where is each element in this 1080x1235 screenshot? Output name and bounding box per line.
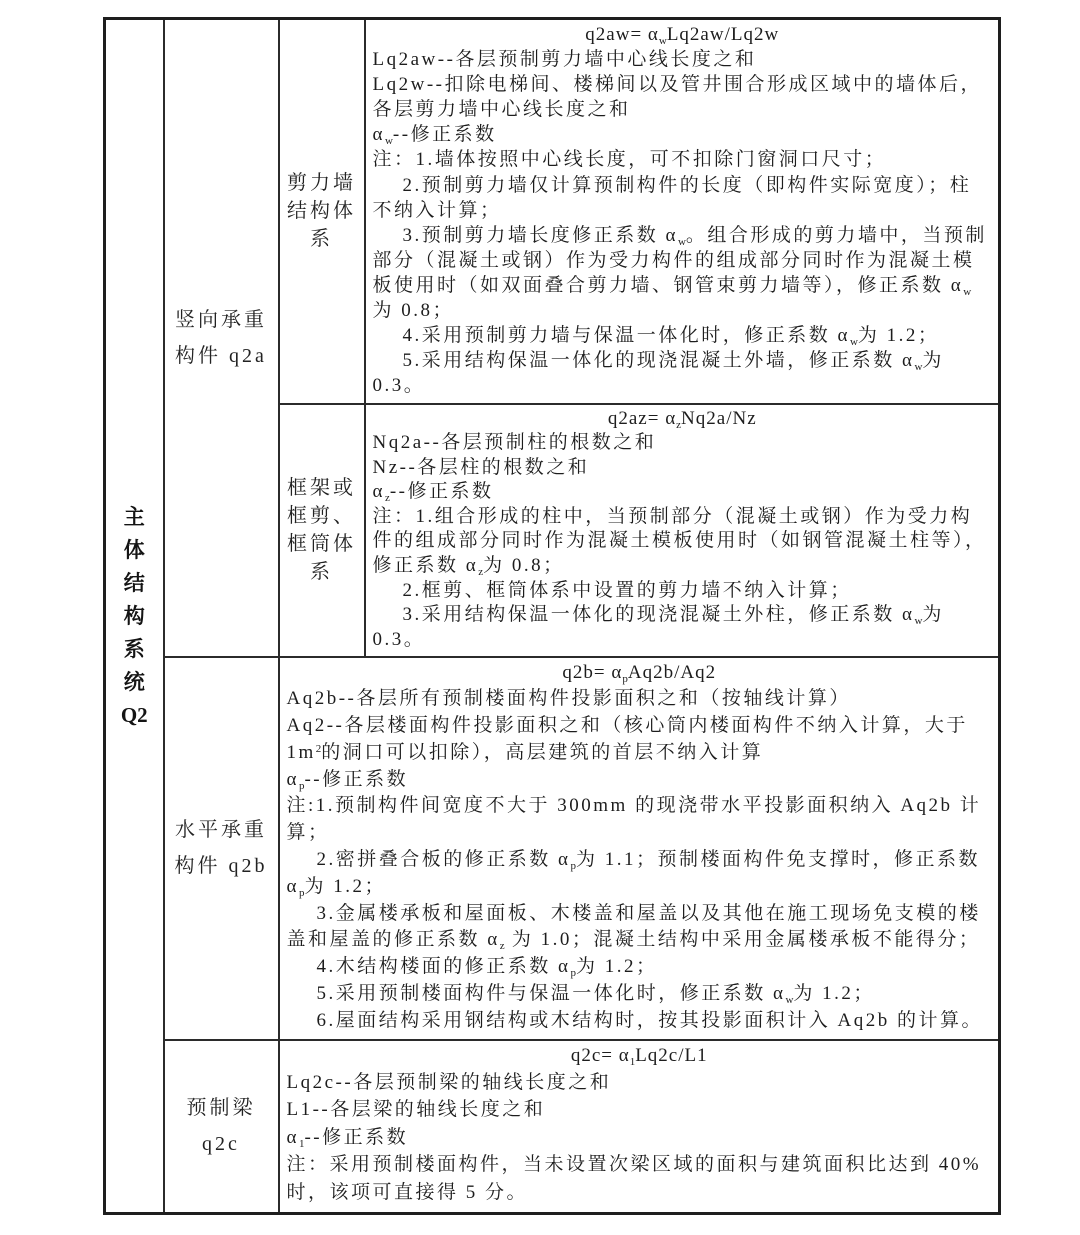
content-line: 4.采用预制剪力墙与保温一体化时，修正系数 $\alpha_w$为 1.2；	[402, 325, 940, 349]
category-char: 主	[123, 504, 145, 529]
content-line: 注：1.组合形成的柱中，当预制部分（混凝土或钢）作为受力构件的组成部分同时作为混凝土模板使用时（如钢管混凝土柱等），修正系数 $\alpha_z$为 0.8；	[372, 505, 987, 579]
cell-horizontal-members-content	[279, 657, 1000, 1040]
content-line: $\alpha_p--$修正系数	[286, 768, 409, 792]
vertical-members-label: 竖向承重构件 q2a	[175, 308, 267, 367]
content-line: Lq2aw--各层预制剪力墙中心线长度之和	[372, 49, 757, 71]
cell-frame-system-content	[365, 404, 1000, 657]
precast-beam-content	[280, 1041, 999, 1210]
content-line: $\alpha_1--$修正系数	[286, 1126, 409, 1150]
cell-horizontal-members-label	[164, 657, 279, 1040]
content-line: 2.密拼叠合板的修正系数 $\alpha_p$为 1.1；预制楼面构件免支撑时，修正系数 $\alpha_p$为 1.2；	[286, 849, 980, 899]
main-system-vertical-label	[106, 501, 163, 732]
category-char: 体	[123, 537, 145, 562]
content-line: 5.采用结构保温一体化的现浇混凝土外墙，修正系数 $\alpha_w$为 0.3。	[372, 350, 944, 397]
cell-shear-wall-label	[279, 19, 365, 404]
category-char: 构	[123, 603, 145, 628]
category-char: Q2	[120, 702, 148, 727]
shear-wall-content	[366, 20, 999, 399]
content-line: 5.采用预制楼面构件与保温一体化时，修正系数 $\alpha_w$为 1.2；	[316, 983, 875, 1007]
content-line: 3.预制剪力墙长度修正系数 $\alpha_w$。组合形成的剪力墙中，当预制部分（混凝土或钢）作为受力构件的组成部分同时作为混凝土模板使用时（如双面叠合剪力墙、钢管束剪力墙等），修正系数 $\alpha_w$为 0.8；	[372, 224, 987, 322]
horizontal-members-label: 水平承重构件 q2b	[174, 819, 268, 877]
formula-line: $q2b= \alpha_pAq2b/Aq2$	[562, 661, 717, 685]
category-char: 系	[123, 636, 145, 661]
formula-line: $q2c= \alpha_1Lq2c/L1$	[570, 1044, 708, 1068]
category-char: 结	[123, 570, 145, 595]
content-line: 注：采用预制楼面构件，当未设置次梁区域的面积与建筑面积比达到 40%时，该项可直接得 5 分。	[286, 1154, 982, 1203]
cell-shear-wall-content	[365, 19, 1000, 404]
category-char: 统	[123, 669, 145, 694]
frame-system-label: 框架或框剪、框筒体系	[287, 477, 356, 583]
cell-frame-system-label	[279, 404, 365, 657]
content-line: 6.屋面结构采用钢结构或木结构时，按其投影面积计入 Aq2b 的计算。	[316, 1009, 983, 1031]
content-line: Aq2--各层楼面构件投影面积之和（核心筒内楼面构件不纳入计算，大于 $1m^2$的洞口可以扣除），高层建筑的首层不纳入计算	[286, 715, 968, 763]
frame-system-content	[366, 405, 999, 654]
shear-wall-system-label: 剪力墙结构体系	[287, 172, 356, 251]
content-line: Lq2w--扣除电梯间、楼梯间以及管井围合形成区域中的墙体后，各层剪力墙中心线长度之和	[372, 74, 982, 121]
cell-precast-beam-label	[164, 1040, 279, 1214]
formula-line: $q2aw= \alpha_wLq2aw/Lq2w$	[585, 24, 780, 47]
content-line: $\alpha_w--$修正系数	[372, 124, 497, 148]
content-line: Nq2a--各层预制柱的根数之和	[372, 432, 657, 454]
formula-line: $q2az= \alpha_zNq2a/Nz$	[607, 407, 757, 431]
content-line: 3.金属楼承板和屋面板、木楼盖和屋盖以及其他在施工现场免支模的楼盖和屋盖的修正系数 $\alpha_z$ 为 1.0；混凝土结构中采用金属楼承板不能得分；	[286, 902, 981, 953]
horizontal-members-content	[280, 658, 999, 1037]
cell-main-system-category	[105, 19, 164, 1214]
content-line: 3.采用结构保温一体化的现浇混凝土外柱，修正系数 $\alpha_w$为 0.3。	[372, 604, 944, 650]
q2-scoring-table	[103, 17, 1001, 1215]
content-line: 4.木结构楼面的修正系数 $\alpha_p$为 1.2；	[316, 956, 658, 980]
content-line: Nz--各层柱的根数之和	[372, 456, 590, 478]
precast-beam-label: 预制梁 q2c	[186, 1097, 256, 1156]
content-line: $\alpha_z--$修正系数	[372, 481, 494, 505]
content-line: 2.预制剪力墙仅计算预制构件的长度（即构件实际宽度）；柱不纳入计算；	[372, 174, 972, 221]
cell-vertical-members-label	[164, 19, 279, 657]
content-line: Aq2b--各层所有预制楼面构件投影面积之和（按轴线计算）	[286, 688, 851, 710]
content-line: 注：1.墙体按照中心线长度，可不扣除门窗洞口尺寸；	[372, 149, 887, 171]
content-line: Lq2c--各层预制梁的轴线长度之和	[286, 1071, 612, 1093]
content-line: L1--各层梁的轴线长度之和	[286, 1099, 546, 1121]
cell-precast-beam-content	[279, 1040, 1000, 1214]
content-line: 2.框剪、框筒体系中设置的剪力墙不纳入计算；	[402, 579, 852, 601]
content-line: 注:1.预制构件间宽度不大于 300mm 的现浇带水平投影面积纳入 Aq2b 计算；	[286, 795, 982, 844]
